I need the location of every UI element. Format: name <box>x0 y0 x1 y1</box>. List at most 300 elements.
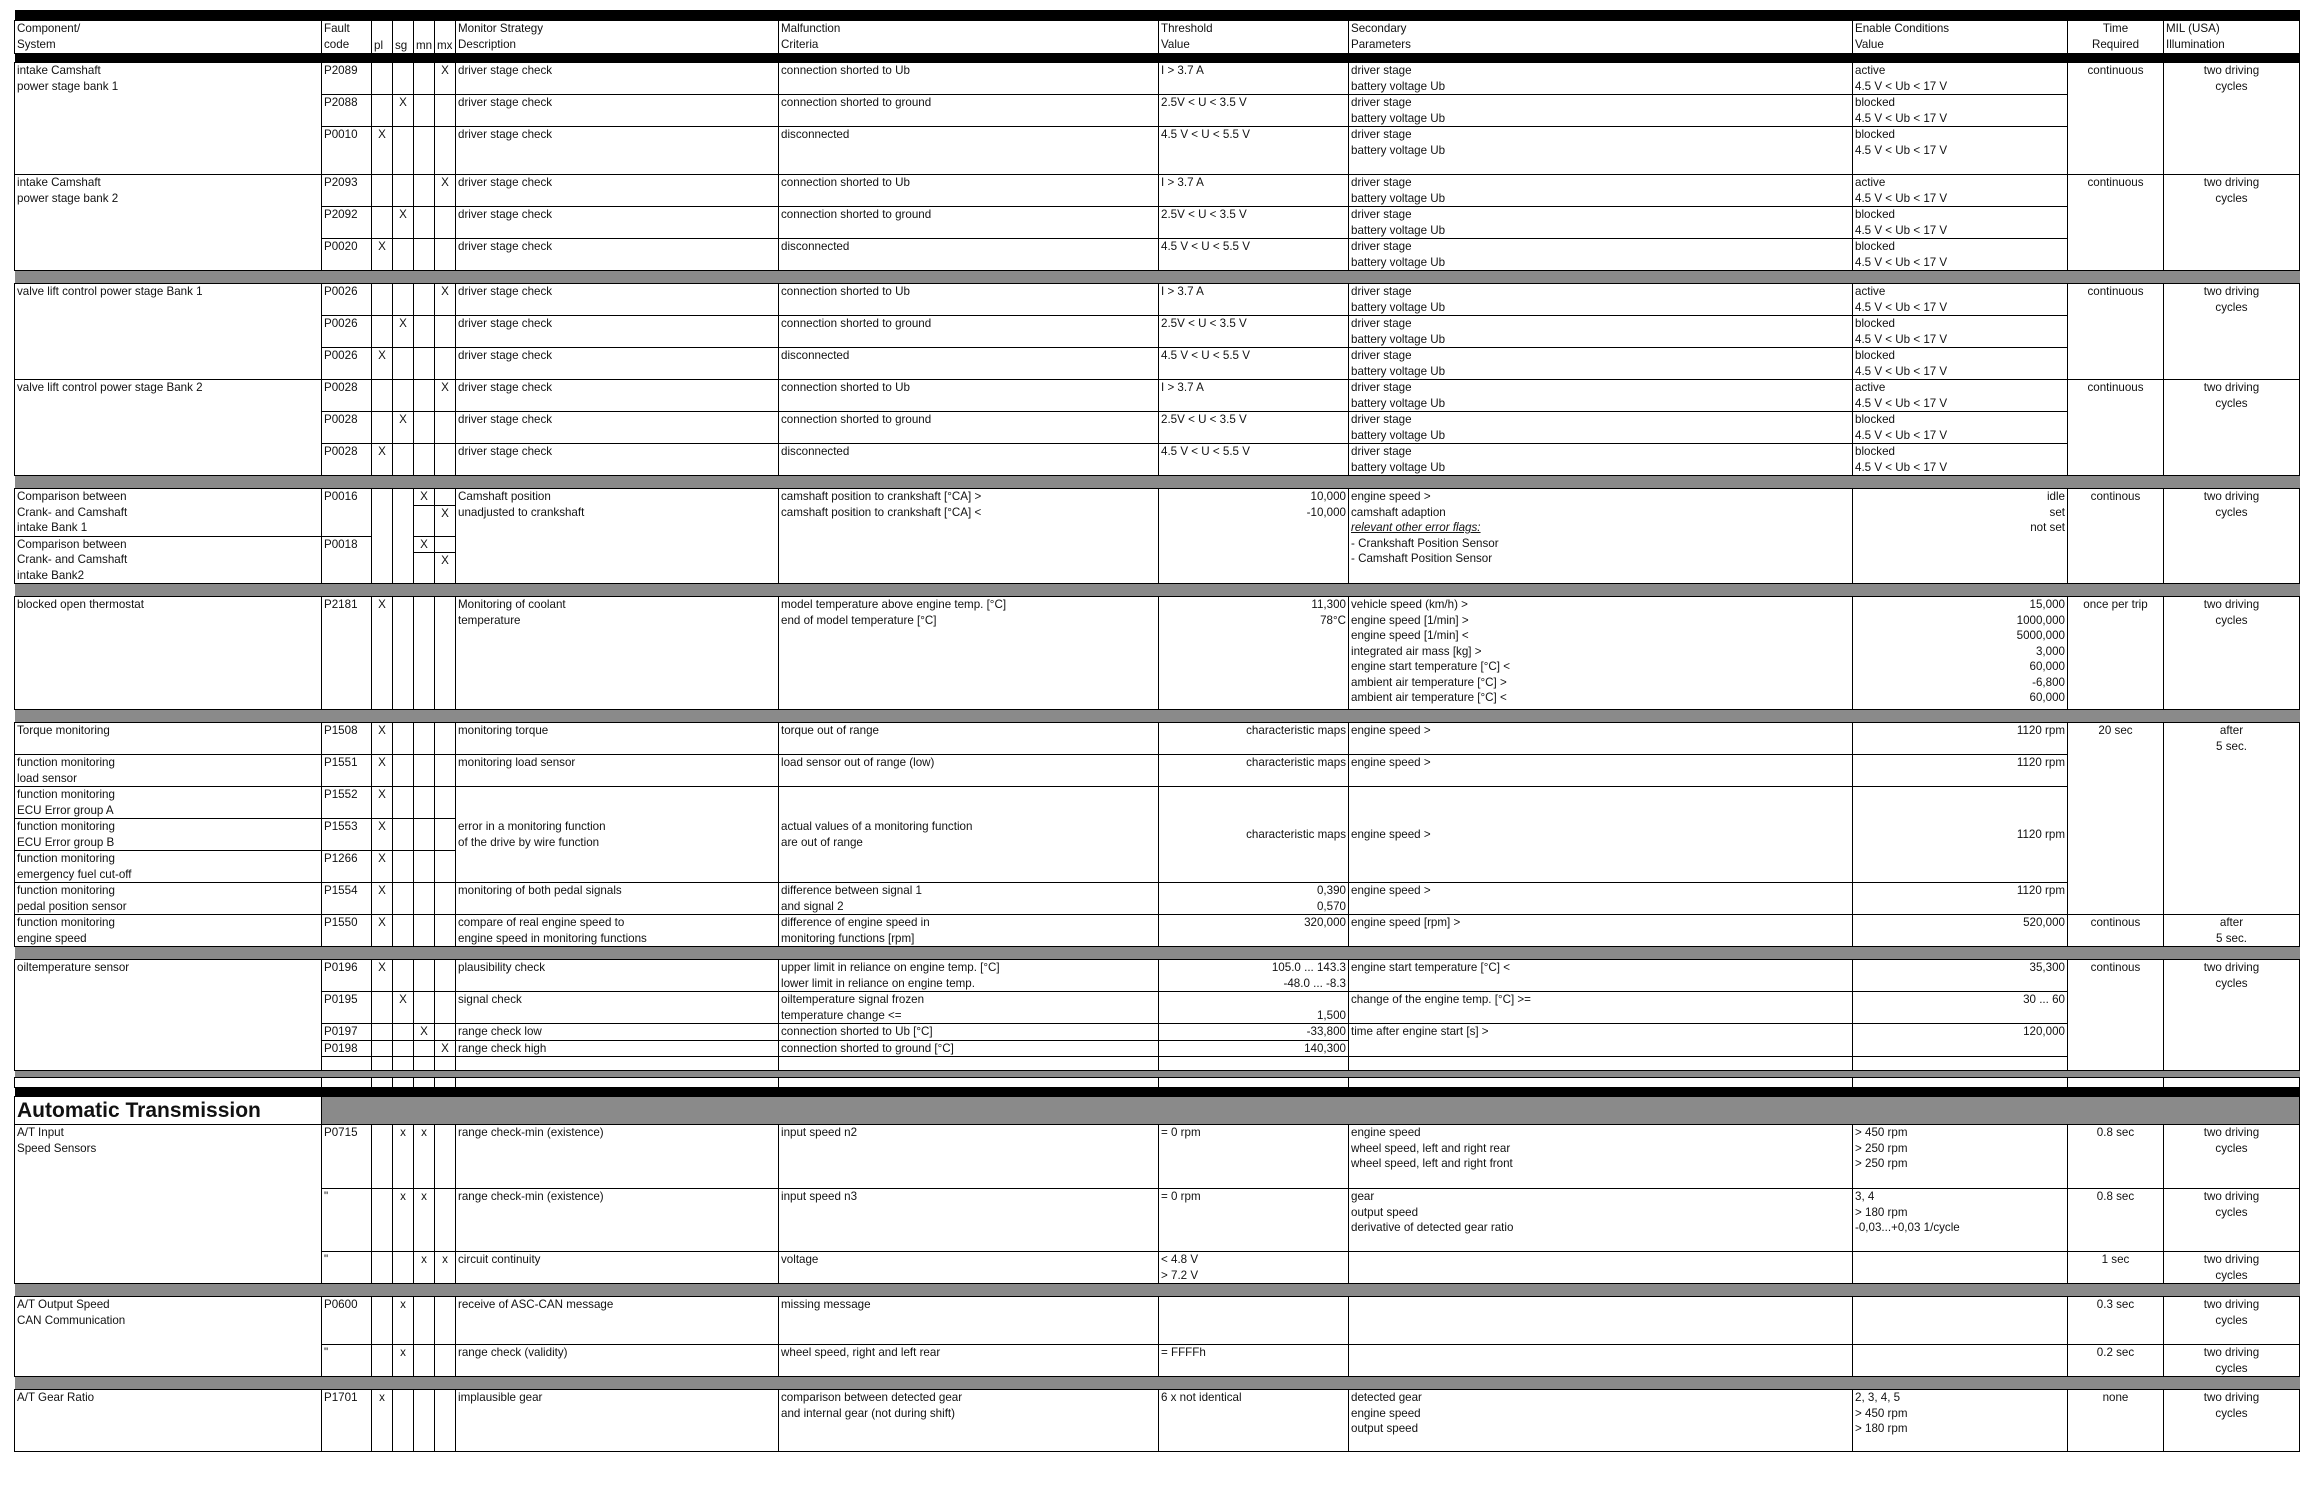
table-cell: 4.5 V < U < 5.5 V <box>1159 127 1349 175</box>
table-cell: model temperature above engine temp. [°C] end of model temperature [°C] <box>779 597 1159 710</box>
table-cell: driver stage battery voltage Ub <box>1349 284 1853 316</box>
table-cell: two driving cycles <box>2164 1125 2300 1189</box>
table-cell: once per trip <box>2068 597 2164 710</box>
table-cell: X <box>393 95 414 127</box>
fault-code: P0028 <box>322 444 372 476</box>
table-cell <box>393 851 414 883</box>
table-cell: X <box>414 536 435 553</box>
table-cell <box>435 1057 456 1071</box>
header-threshold: Threshold Value <box>1159 21 1349 54</box>
table-row <box>15 787 2300 819</box>
table-cell: X <box>393 412 414 444</box>
table-cell: -33,800 <box>1159 1024 1349 1041</box>
table-cell: function monitoring emergency fuel cut-off <box>15 851 322 883</box>
table-cell: difference of engine speed in monitoring functions [rpm] <box>779 915 1159 947</box>
table-cell <box>393 915 414 947</box>
table-cell <box>435 127 456 175</box>
table-row <box>15 1024 2300 1041</box>
table-cell <box>435 723 456 755</box>
table-row <box>15 95 2300 127</box>
table-cell: X <box>414 1024 435 1041</box>
table-cell: change of the engine temp. [°C] >= <box>1349 992 1853 1024</box>
component-cell: intake Camshaft power stage bank 1 <box>15 63 322 175</box>
table-cell: characteristic maps <box>1159 755 1349 787</box>
mil-cell: two driving cycles <box>2164 489 2300 584</box>
table-cell: X <box>372 787 393 819</box>
table-row <box>15 63 2300 95</box>
table-cell: blocked 4.5 V < Ub < 17 V <box>1853 95 2068 127</box>
fault-code: P1553 <box>322 819 372 851</box>
table-cell <box>414 1390 435 1452</box>
table-cell: driver stage check <box>456 239 779 271</box>
table-cell <box>15 271 2300 284</box>
table-cell: driver stage battery voltage Ub <box>1349 95 1853 127</box>
table-cell <box>414 755 435 787</box>
table-cell: driver stage check <box>456 444 779 476</box>
table-cell: blocked 4.5 V < Ub < 17 V <box>1853 348 2068 380</box>
table-cell: x <box>393 1189 414 1252</box>
table-row <box>15 412 2300 444</box>
table-cell <box>435 239 456 271</box>
table-cell <box>372 63 393 95</box>
header-component: Component/ System <box>15 21 322 54</box>
table-cell: X <box>414 489 435 506</box>
table-cell <box>435 1024 456 1041</box>
table-cell <box>15 584 2300 597</box>
table-cell: < 4.8 V > 7.2 V <box>1159 1252 1349 1284</box>
table-cell: driver stage check <box>456 348 779 380</box>
table-cell: driver stage battery voltage Ub <box>1349 127 1853 175</box>
table-cell <box>393 284 414 316</box>
table-cell <box>414 95 435 127</box>
table-cell <box>15 54 2300 63</box>
table-cell: X <box>372 723 393 755</box>
table-cell: upper limit in reliance on engine temp. [°C] lower limit in reliance on engine temp. <box>779 960 1159 992</box>
table-cell <box>414 175 435 207</box>
table-cell: X <box>435 63 456 95</box>
table-cell <box>393 723 414 755</box>
table-row <box>15 883 2300 915</box>
table-cell: I > 3.7 A <box>1159 380 1349 412</box>
fault-code: P1552 <box>322 787 372 819</box>
blank-row <box>15 1078 2300 1088</box>
fault-code: P2089 <box>322 63 372 95</box>
table-cell <box>393 380 414 412</box>
table-cell: > 450 rpm > 250 rpm > 250 rpm <box>1853 1125 2068 1189</box>
fault-code: P1266 <box>322 851 372 883</box>
table-cell: 1,500 <box>1159 992 1349 1024</box>
table-cell <box>435 597 456 710</box>
table-cell: monitoring torque <box>456 723 779 755</box>
table-cell <box>435 536 456 553</box>
table-cell: X <box>393 992 414 1024</box>
fault-code: P0600 <box>322 1297 372 1345</box>
table-cell <box>435 755 456 787</box>
table-cell: 0,390 0,570 <box>1159 883 1349 915</box>
table-cell: blocked 4.5 V < Ub < 17 V <box>1853 207 2068 239</box>
table-cell <box>15 1377 2300 1390</box>
table-cell: driver stage battery voltage Ub <box>1349 63 1853 95</box>
table-cell: 15,000 1000,000 5000,000 3,000 60,000 -6,800 60,000 <box>1853 597 2068 710</box>
table-cell: disconnected <box>779 348 1159 380</box>
component-cell: Comparison between Crank- and Camshaft intake Bank 1 <box>15 489 322 537</box>
table-cell <box>414 284 435 316</box>
table-cell: gear output speed derivative of detected gear ratio <box>1349 1189 1853 1252</box>
table-cell <box>1349 1078 1853 1088</box>
table-cell: driver stage battery voltage Ub <box>1349 175 1853 207</box>
table-cell: 3, 4 > 180 rpm -0,03...+0,03 1/cycle <box>1853 1189 2068 1252</box>
table-row <box>15 1345 2300 1377</box>
table-cell: I > 3.7 A <box>1159 284 1349 316</box>
table-cell <box>393 1390 414 1452</box>
monitor-table <box>14 10 2300 1452</box>
table-cell: active 4.5 V < Ub < 17 V <box>1853 380 2068 412</box>
table-cell <box>414 239 435 271</box>
fault-code: P1554 <box>322 883 372 915</box>
table-cell <box>1159 1078 1349 1088</box>
table-cell <box>1349 1057 1853 1071</box>
table-cell <box>322 1057 372 1071</box>
table-cell: engine speed > <box>1349 787 1853 883</box>
table-cell: torque out of range <box>779 723 1159 755</box>
table-cell <box>393 1078 414 1088</box>
table-cell: function monitoring pedal position sensor <box>15 883 322 915</box>
table-cell: function monitoring ECU Error group A <box>15 787 322 819</box>
table-cell <box>372 1057 393 1071</box>
table-cell: X <box>435 175 456 207</box>
table-cell <box>322 1097 2300 1125</box>
mil-cell: two driving cycles <box>2164 380 2300 476</box>
time-cell: 20 sec <box>2068 723 2164 915</box>
fault-code: " <box>322 1252 372 1284</box>
table-cell: x <box>414 1252 435 1284</box>
table-row <box>15 597 2300 710</box>
table-row <box>15 1297 2300 1345</box>
table-cell: I > 3.7 A <box>1159 175 1349 207</box>
table-cell: active 4.5 V < Ub < 17 V <box>1853 63 2068 95</box>
header-mil: MIL (USA) Illumination <box>2164 21 2300 54</box>
table-cell: load sensor out of range (low) <box>779 755 1159 787</box>
table-cell <box>435 1297 456 1345</box>
table-cell <box>414 1057 435 1071</box>
table-row <box>15 1189 2300 1252</box>
table-cell: wheel speed, right and left rear <box>779 1345 1159 1377</box>
table-cell: driver stage battery voltage Ub <box>1349 380 1853 412</box>
table-cell <box>393 960 414 992</box>
monitor-cell: Camshaft position unadjusted to crankshaft <box>456 489 779 584</box>
table-cell: X <box>435 505 456 536</box>
table-cell <box>2068 1078 2164 1088</box>
table-cell: driver stage battery voltage Ub <box>1349 239 1853 271</box>
table-cell: I > 3.7 A <box>1159 63 1349 95</box>
table-cell: blocked 4.5 V < Ub < 17 V <box>1853 127 2068 175</box>
table-cell: driver stage check <box>456 412 779 444</box>
header-mn: mn <box>414 21 435 54</box>
time-cell: continous <box>2068 960 2164 1071</box>
table-cell <box>414 992 435 1024</box>
table-cell: active 4.5 V < Ub < 17 V <box>1853 175 2068 207</box>
table-cell: 1120 rpm <box>1853 787 2068 883</box>
table-cell <box>1159 1297 1349 1345</box>
table-cell: blocked 4.5 V < Ub < 17 V <box>1853 316 2068 348</box>
mil-cell: two driving cycles <box>2164 284 2300 380</box>
table-cell <box>414 127 435 175</box>
table-cell: circuit continuity <box>456 1252 779 1284</box>
table-cell: disconnected <box>779 239 1159 271</box>
table-cell <box>414 960 435 992</box>
table-cell: 520,000 <box>1853 915 2068 947</box>
table-cell <box>414 787 435 819</box>
component-cell: intake Camshaft power stage bank 2 <box>15 175 322 271</box>
time-cell: continuous <box>2068 284 2164 380</box>
table-cell <box>15 1284 2300 1297</box>
table-cell: vehicle speed (km/h) > engine speed [1/min] > engine speed [1/min] < integrated air mass [kg] > engine start temperature [°C] < ambient air temperature [°C] > ambient air temperature [°C] < <box>1349 597 1853 710</box>
table-cell: signal check <box>456 992 779 1024</box>
table-cell: driver stage check <box>456 127 779 175</box>
fault-code: P0198 <box>322 1040 372 1057</box>
table-cell: difference between signal 1 and signal 2 <box>779 883 1159 915</box>
table-cell: X <box>372 239 393 271</box>
fault-code: P0195 <box>322 992 372 1024</box>
section-divider <box>15 1088 2300 1097</box>
malfunction-cell: camshaft position to crankshaft [°CA] > camshaft position to crankshaft [°CA] < <box>779 489 1159 584</box>
fault-code: P2181 <box>322 597 372 710</box>
table-cell: driver stage check <box>456 63 779 95</box>
table-cell <box>435 1189 456 1252</box>
table-cell <box>414 1040 435 1057</box>
table-cell: x <box>372 1390 393 1452</box>
table-cell: 0.8 sec <box>2068 1189 2164 1252</box>
table-cell: driver stage check <box>456 284 779 316</box>
table-cell <box>372 1189 393 1252</box>
table-cell: X <box>372 960 393 992</box>
table-cell: driver stage check <box>456 207 779 239</box>
table-cell <box>1349 1252 1853 1284</box>
component-cell: A/T Input Speed Sensors <box>15 1125 322 1284</box>
table-cell: two driving cycles <box>2164 1189 2300 1252</box>
component-cell: A/T Gear Ratio <box>15 1390 322 1452</box>
table-cell: 2.5V < U < 3.5 V <box>1159 95 1349 127</box>
fault-code: " <box>322 1345 372 1377</box>
table-row <box>15 380 2300 412</box>
table-cell <box>414 444 435 476</box>
mil-cell: two driving cycles <box>2164 175 2300 271</box>
table-cell: X <box>435 380 456 412</box>
table-cell: monitoring of both pedal signals <box>456 883 779 915</box>
table-cell: x <box>414 1125 435 1189</box>
table-cell <box>414 851 435 883</box>
table-cell <box>372 1040 393 1057</box>
fault-code: P1701 <box>322 1390 372 1452</box>
component-cell: oiltemperature sensor <box>15 960 322 1071</box>
table-cell: X <box>372 883 393 915</box>
table-cell <box>393 755 414 787</box>
table-cell <box>414 412 435 444</box>
header-pl: pl <box>372 21 393 54</box>
table-cell: driver stage battery voltage Ub <box>1349 207 1853 239</box>
table-cell: connection shorted to Ub <box>779 284 1159 316</box>
table-cell: input speed n3 <box>779 1189 1159 1252</box>
table-cell: X <box>372 444 393 476</box>
table-row <box>15 444 2300 476</box>
table-cell <box>15 476 2300 489</box>
table-cell: driver stage battery voltage Ub <box>1349 348 1853 380</box>
table-cell: comparison between detected gear and internal gear (not during shift) <box>779 1390 1159 1452</box>
table-cell: blocked 4.5 V < Ub < 17 V <box>1853 444 2068 476</box>
obd-monitor-table <box>14 10 2299 1452</box>
table-cell: 1120 rpm <box>1853 755 2068 787</box>
table-cell: disconnected <box>779 127 1159 175</box>
table-cell: 0.3 sec <box>2068 1297 2164 1345</box>
table-cell: driver stage battery voltage Ub <box>1349 316 1853 348</box>
table-cell: 1120 rpm <box>1853 723 2068 755</box>
group-separator <box>15 1377 2300 1390</box>
table-cell: connection shorted to Ub <box>779 380 1159 412</box>
table-cell: x <box>393 1297 414 1345</box>
table-cell: connection shorted to Ub <box>779 63 1159 95</box>
table-cell <box>1853 1078 2068 1088</box>
table-cell: X <box>372 915 393 947</box>
table-cell: connection shorted to ground <box>779 412 1159 444</box>
table-row <box>15 1252 2300 1284</box>
table-cell: connection shorted to ground <box>779 207 1159 239</box>
table-cell: error in a monitoring function of the drive by wire function <box>456 787 779 883</box>
table-cell <box>393 239 414 271</box>
fault-code: P2088 <box>322 95 372 127</box>
table-cell <box>372 380 393 412</box>
table-cell <box>372 284 393 316</box>
table-cell <box>393 1040 414 1057</box>
table-cell: 11,300 78°C <box>1159 597 1349 710</box>
table-cell: driver stage check <box>456 380 779 412</box>
table-cell: characteristic maps <box>1159 787 1349 883</box>
table-cell: driver stage battery voltage Ub <box>1349 444 1853 476</box>
table-cell: engine start temperature [°C] < <box>1349 960 1853 992</box>
header-fault-code: Fault code <box>322 21 372 54</box>
table-cell: 4.5 V < U < 5.5 V <box>1159 239 1349 271</box>
table-cell <box>435 207 456 239</box>
table-cell <box>372 175 393 207</box>
table-cell <box>372 1024 393 1041</box>
header-time: Time Required <box>2068 21 2164 54</box>
table-cell <box>435 1345 456 1377</box>
table-cell <box>435 1125 456 1189</box>
time-cell: continuous <box>2068 63 2164 175</box>
table-row <box>15 127 2300 175</box>
table-cell: X <box>372 597 393 710</box>
table-cell: compare of real engine speed to engine speed in monitoring functions <box>456 915 779 947</box>
table-cell: engine speed [rpm] > <box>1349 915 1853 947</box>
table-cell: continous <box>2068 915 2164 947</box>
table-cell <box>393 597 414 710</box>
group-separator <box>15 1071 2300 1078</box>
header-secondary: Secondary Parameters <box>1349 21 1853 54</box>
table-cell <box>372 1345 393 1377</box>
table-cell <box>414 380 435 412</box>
time-cell: continous <box>2068 489 2164 584</box>
group-separator <box>15 710 2300 723</box>
table-cell: = 0 rpm <box>1159 1125 1349 1189</box>
table-cell: 2.5V < U < 3.5 V <box>1159 316 1349 348</box>
table-cell <box>15 1078 322 1088</box>
table-cell: X <box>372 348 393 380</box>
table-cell <box>435 489 456 506</box>
table-cell <box>1853 1345 2068 1377</box>
table-cell: X <box>372 127 393 175</box>
fault-code: P0010 <box>322 127 372 175</box>
fault-code: P0028 <box>322 412 372 444</box>
table-cell <box>393 883 414 915</box>
table-cell: 35,300 <box>1853 960 2068 992</box>
fault-code: P1508 <box>322 723 372 755</box>
table-cell <box>393 175 414 207</box>
table-cell <box>372 1252 393 1284</box>
table-cell: missing message <box>779 1297 1159 1345</box>
component-cell: A/T Output Speed CAN Communication <box>15 1297 322 1377</box>
table-cell <box>393 489 414 584</box>
table-cell: engine speed > <box>1349 883 1853 915</box>
table-row <box>15 316 2300 348</box>
table-cell <box>414 1297 435 1345</box>
table-cell <box>414 316 435 348</box>
table-cell: time after engine start [s] > <box>1349 1024 1853 1057</box>
table-cell: function monitoring ECU Error group B <box>15 819 322 851</box>
table-cell: X <box>372 755 393 787</box>
fault-code: P0026 <box>322 284 372 316</box>
fault-code: P2092 <box>322 207 372 239</box>
table-cell: function monitoring engine speed <box>15 915 322 947</box>
table-cell <box>435 960 456 992</box>
table-cell: oiltemperature signal frozen temperature change <= <box>779 992 1159 1024</box>
table-cell: characteristic maps <box>1159 723 1349 755</box>
table-cell <box>414 1345 435 1377</box>
table-cell: blocked 4.5 V < Ub < 17 V <box>1853 239 2068 271</box>
table-cell <box>372 1125 393 1189</box>
table-cell <box>779 1078 1159 1088</box>
table-cell <box>393 787 414 819</box>
table-cell: active 4.5 V < Ub < 17 V <box>1853 284 2068 316</box>
table-cell: engine speed > <box>1349 755 1853 787</box>
table-cell <box>2164 1078 2300 1088</box>
table-cell <box>15 1088 2300 1097</box>
table-cell: after 5 sec. <box>2164 915 2300 947</box>
table-cell: driver stage check <box>456 95 779 127</box>
table-cell <box>414 597 435 710</box>
table-cell: Monitoring of coolant temperature <box>456 597 779 710</box>
table-cell: none <box>2068 1390 2164 1452</box>
table-row <box>15 207 2300 239</box>
table-cell: X <box>435 553 456 584</box>
fault-code: P0016 <box>322 489 372 537</box>
header-sg: sg <box>393 21 414 54</box>
table-cell: x <box>435 1252 456 1284</box>
table-cell: x <box>393 1125 414 1189</box>
table-cell <box>1853 1057 2068 1071</box>
table-cell <box>393 1024 414 1041</box>
fault-code: P0018 <box>322 536 372 584</box>
fault-code: P1551 <box>322 755 372 787</box>
table-cell <box>15 10 2300 21</box>
table-cell: two driving cycles <box>2164 1390 2300 1452</box>
table-cell <box>456 1078 779 1088</box>
table-cell <box>414 883 435 915</box>
fault-code: " <box>322 1189 372 1252</box>
enable-cell: idle set not set <box>1853 489 2068 584</box>
table-row <box>15 1125 2300 1189</box>
table-cell: X <box>393 316 414 348</box>
table-cell <box>372 992 393 1024</box>
table-cell: disconnected <box>779 444 1159 476</box>
